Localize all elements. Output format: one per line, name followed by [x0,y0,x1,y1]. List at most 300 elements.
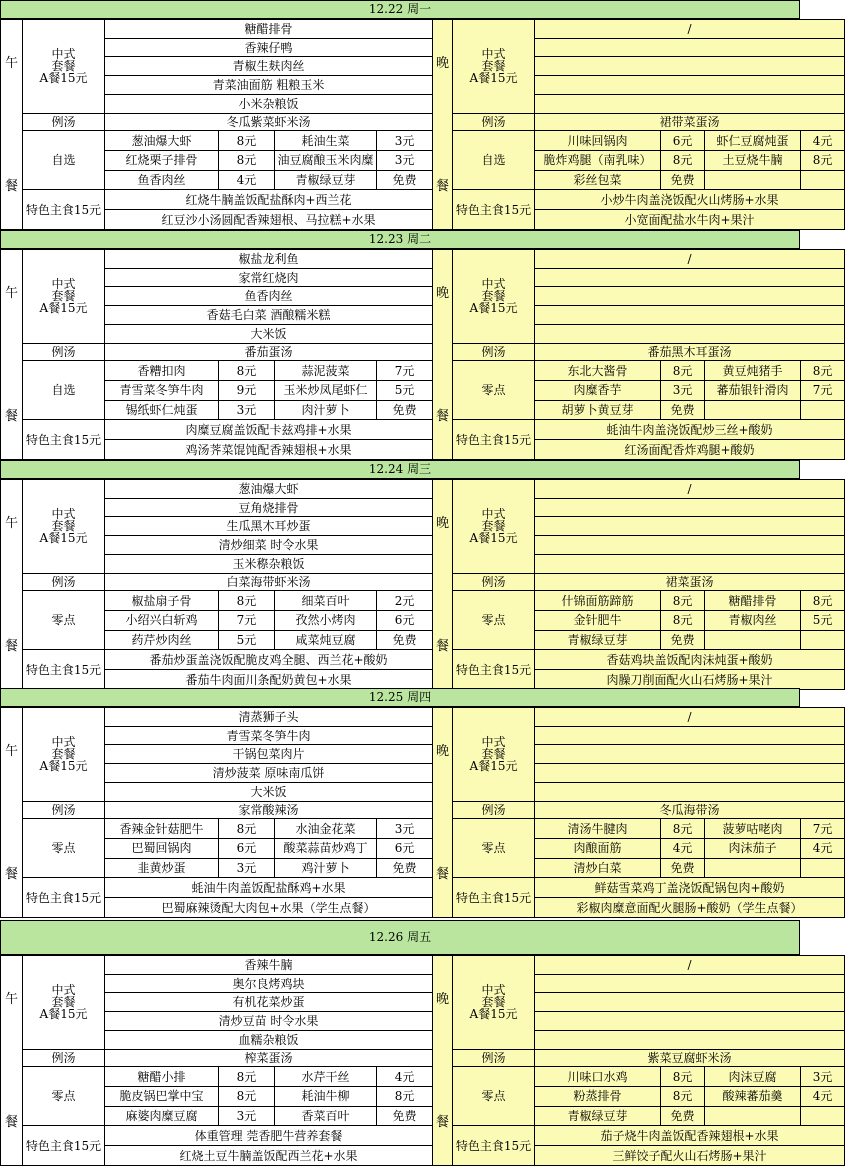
lunch-dish-name: 香菜百叶 [275,1106,377,1126]
dinner-dish-price: 8元 [661,1086,705,1106]
set-label-line: 套餐 [481,289,506,304]
lunch-special-item: 蚝油牛肉盖饭配盐酥鸡+水果 [105,878,433,898]
dinner-set-item: / [535,250,845,269]
dinner-set-item [535,324,845,343]
dinner-dish-name [705,400,801,420]
dinner-alacarte-label: 零点 [453,591,535,650]
lunch-label-char-1: 午 [4,285,18,301]
lunch-dish-name: 鱼香肉丝 [105,170,219,190]
lunch-set-item: 青椒生麸肉丝 [105,57,433,76]
dinner-soup: 裙菜蛋汤 [535,573,845,591]
day-header: 12.25 周四 [0,688,800,707]
dinner-set-item [535,57,845,76]
lunch-dish-name: 红烧栗子排骨 [105,150,219,170]
set-label-line: 套餐 [481,995,506,1010]
dinner-dish-name: 粉蒸排骨 [535,1086,661,1106]
dinner-special-item: 蚝油牛肉盖浇饭配炒三丝+酸奶 [535,420,845,440]
lunch-alacarte-label: 零点 [23,591,105,650]
dinner-dish-name: 川味口水鸡 [535,1067,661,1087]
lunch-dish-name: 蒜泥菠菜 [275,361,377,381]
dinner-dish-name [705,630,801,650]
lunch-dish-price: 6元 [377,838,433,858]
dinner-dish-price: 3元 [801,1067,845,1087]
set-label-line: 中式 [51,507,76,522]
dinner-dish-price [801,1106,845,1126]
lunch-dish-price: 免费 [377,400,433,420]
dinner-dish-price: 8元 [801,591,845,611]
lunch-set-item: 清炒豆苗 时令水果 [105,1012,433,1031]
dinner-dish-price: 8元 [661,150,705,170]
lunch-dish-name: 麻婆肉糜豆腐 [105,1106,219,1126]
lunch-dish-name: 香辣金针菇肥牛 [105,819,219,839]
dinner-dish-name: 肉沫豆腐 [705,1067,801,1087]
dinner-set-item: / [535,956,845,975]
lunch-soup-label: 例汤 [23,573,105,591]
dinner-set-item [535,726,845,745]
dinner-dish-price: 7元 [801,380,845,400]
lunch-set-label [23,480,105,574]
lunch-special-label: 特色主食15元 [23,190,105,230]
set-label-line: 套餐 [51,519,76,534]
dinner-dish-price: 5元 [801,610,845,630]
dinner-dish-name: 青椒绿豆芽 [535,1106,661,1126]
dinner-set-item [535,536,845,555]
lunch-dish-name: 锡纸虾仁炖蛋 [105,400,219,420]
set-label-line: A餐15元 [39,1007,88,1022]
dinner-soup-label: 例汤 [453,113,535,131]
lunch-set-item: 血糯杂粮饭 [105,1030,433,1049]
dinner-dish-price: 8元 [801,361,845,381]
lunch-dish-price: 8元 [377,1086,433,1106]
lunch-soup: 榨菜蛋汤 [105,1049,433,1067]
dinner-soup: 番茄黑木耳蛋汤 [535,343,845,361]
lunch-meal-label [1,250,23,460]
lunch-dish-name: 水芹干丝 [275,1067,377,1087]
dinner-dish-price [801,858,845,878]
lunch-set-item: 清蒸狮子头 [105,708,433,727]
dinner-dish-price: 免费 [661,1106,705,1126]
lunch-soup: 家常酸辣汤 [105,801,433,819]
lunch-dish-name: 巴蜀回锅肉 [105,838,219,858]
dinner-dish-name: 什锦面筋蹄筋 [535,591,661,611]
lunch-dish-name: 青雪菜冬笋牛肉 [105,380,219,400]
lunch-dish-name: 鸡汁萝卜 [275,858,377,878]
lunch-special-item: 红豆沙小汤圆配香辣翅根、马拉糕+水果 [105,210,433,230]
lunch-set-item: 香菇毛白菜 酒酿糯米糕 [105,306,433,325]
set-label-line: A餐15元 [469,531,518,546]
lunch-alacarte-label: 自选 [23,361,105,420]
dinner-dish-price: 8元 [661,610,705,630]
lunch-set-item: 干锅包菜肉片 [105,745,433,764]
dinner-soup: 裙带菜蛋汤 [535,113,845,131]
lunch-alacarte-label: 零点 [23,819,105,878]
dinner-set-item: / [535,480,845,499]
dinner-alacarte-label: 自选 [453,131,535,190]
set-label-line: 套餐 [51,59,76,74]
dinner-special-label: 特色主食15元 [453,190,535,230]
lunch-set-item: 小米杂粮饭 [105,94,433,113]
dinner-label-char-2: 餐 [436,866,450,882]
dinner-meal-label [433,708,453,918]
lunch-special-item: 巴蜀麻辣烫配大肉包+水果（学生点餐） [105,898,433,918]
dinner-dish-price: 免费 [661,630,705,650]
dinner-set-label [453,956,535,1050]
lunch-special-label: 特色主食15元 [23,650,105,690]
dinner-dish-price [801,170,845,190]
lunch-dish-price: 8元 [219,819,275,839]
lunch-dish-name: 耗油生菜 [275,131,377,151]
lunch-dish-name: 椒盐扇子骨 [105,591,219,611]
day-header: 12.22 周一 [0,0,800,19]
dinner-dish-name: 黄豆炖猪手 [705,361,801,381]
set-label-line: 套餐 [51,995,76,1010]
dinner-special-label: 特色主食15元 [453,878,535,918]
lunch-set-item: 大米饭 [105,324,433,343]
lunch-dish-name: 孜然小烤肉 [275,610,377,630]
lunch-dish-price: 8元 [219,361,275,381]
lunch-set-item: 玉米穄杂粮饭 [105,554,433,573]
dinner-set-item [535,268,845,287]
lunch-dish-name: 油豆腐酿玉米肉糜 [275,150,377,170]
dinner-special-item: 香菇鸡块盖饭配肉沫炖蛋+酸奶 [535,650,845,670]
dinner-label-char-1: 晚 [436,743,450,759]
set-label-line: 中式 [481,277,506,292]
dinner-set-item [535,287,845,306]
dinner-dish-price: 4元 [801,1086,845,1106]
lunch-dish-price: 5元 [219,630,275,650]
set-label-line: 中式 [481,47,506,62]
lunch-set-item: 清炒菠菜 原味南瓜饼 [105,764,433,783]
set-label-line: 套餐 [51,289,76,304]
lunch-dish-price: 免费 [377,858,433,878]
dinner-label-char-2: 餐 [436,178,450,194]
dinner-soup: 冬瓜海带汤 [535,801,845,819]
dinner-set-item [535,974,845,993]
lunch-special-item: 红烧牛腩盖饭配盐酥肉+西兰花 [105,190,433,210]
lunch-dish-name: 香糟扣肉 [105,361,219,381]
lunch-set-item: 椒盐龙利鱼 [105,250,433,269]
lunch-dish-name: 药芹炒肉丝 [105,630,219,650]
dinner-label-char-1: 晚 [436,55,450,71]
dinner-dish-price: 4元 [801,838,845,858]
set-label-line: 中式 [481,507,506,522]
dinner-label-char-1: 晚 [436,285,450,301]
lunch-dish-name: 青椒绿豆芽 [275,170,377,190]
dinner-set-item: / [535,708,845,727]
dinner-label-char-2: 餐 [436,1114,450,1130]
dinner-meal-label [433,250,453,460]
set-label-line: A餐15元 [469,71,518,86]
lunch-dish-price: 4元 [377,1067,433,1087]
set-label-line: 中式 [51,983,76,998]
lunch-label-char-1: 午 [4,55,18,71]
lunch-label-char-2: 餐 [4,408,18,424]
dinner-set-label [453,480,535,574]
lunch-dish-price: 8元 [219,1067,275,1087]
lunch-set-item: 大米饭 [105,782,433,801]
dinner-set-item [535,993,845,1012]
lunch-dish-name: 韭黄炒蛋 [105,858,219,878]
dinner-dish-name: 彩丝包菜 [535,170,661,190]
lunch-set-item: 葱油爆大虾 [105,480,433,499]
day-header: 12.23 周二 [0,230,800,249]
lunch-set-item: 清炒细菜 时令水果 [105,536,433,555]
dinner-special-label: 特色主食15元 [453,1126,535,1166]
dinner-dish-name: 菠萝咕咾肉 [705,819,801,839]
lunch-dish-name: 肉汁萝卜 [275,400,377,420]
dinner-label-char-2: 餐 [436,408,450,424]
dinner-dish-name: 肉糜香芋 [535,380,661,400]
dinner-special-item: 鲜菇雪菜鸡丁盖浇饭配锅包肉+酸奶 [535,878,845,898]
lunch-dish-price: 6元 [219,838,275,858]
dinner-label-char-1: 晚 [436,991,450,1007]
lunch-dish-price: 免费 [377,630,433,650]
dinner-dish-name: 酸辣蕃茄羹 [705,1086,801,1106]
dinner-dish-name: 土豆烧牛腩 [705,150,801,170]
dinner-set-label [453,250,535,344]
dinner-dish-price: 8元 [661,361,705,381]
day-menu-table [0,707,845,918]
lunch-special-item: 鸡汤荠菜馄饨配香辣翅根+水果 [105,440,433,460]
dinner-special-item: 肉臊刀削面配火山石烤肠+果汁 [535,670,845,690]
lunch-set-item: 青雪菜冬笋牛肉 [105,726,433,745]
lunch-dish-name: 咸菜炖豆腐 [275,630,377,650]
set-label-line: 套餐 [51,747,76,762]
set-label-line: A餐15元 [39,301,88,316]
dinner-dish-price: 免费 [661,400,705,420]
dinner-dish-name: 青椒肉丝 [705,610,801,630]
lunch-alacarte-label: 零点 [23,1067,105,1126]
lunch-soup-label: 例汤 [23,801,105,819]
lunch-label-char-2: 餐 [4,638,18,654]
lunch-dish-price: 6元 [377,610,433,630]
set-label-line: A餐15元 [469,759,518,774]
dinner-dish-name [705,1106,801,1126]
lunch-dish-name: 糖醋小排 [105,1067,219,1087]
lunch-special-item: 红烧土豆牛腩盖饭配西兰花+水果 [105,1146,433,1166]
dinner-dish-name: 糖醋排骨 [705,591,801,611]
lunch-soup: 冬瓜紫菜虾米汤 [105,113,433,131]
lunch-set-item: 糖醋排骨 [105,20,433,39]
dinner-dish-name: 青椒绿豆芽 [535,630,661,650]
dinner-dish-price: 6元 [661,131,705,151]
dinner-dish-price: 4元 [661,838,705,858]
lunch-set-item: 豆角烧排骨 [105,498,433,517]
lunch-dish-price: 7元 [219,610,275,630]
set-label-line: A餐15元 [39,71,88,86]
lunch-dish-price: 8元 [219,591,275,611]
dinner-soup: 紫菜豆腐虾米汤 [535,1049,845,1067]
dinner-dish-price: 8元 [661,819,705,839]
lunch-label-char-2: 餐 [4,866,18,882]
lunch-soup-label: 例汤 [23,343,105,361]
lunch-label-char-1: 午 [4,515,18,531]
lunch-meal-label [1,480,23,690]
lunch-set-item: 生瓜黑木耳炒蛋 [105,517,433,536]
dinner-soup-label: 例汤 [453,801,535,819]
dinner-dish-name: 清炒白菜 [535,858,661,878]
dinner-dish-price [801,400,845,420]
lunch-dish-name: 小绍兴白斩鸡 [105,610,219,630]
dinner-special-label: 特色主食15元 [453,420,535,460]
dinner-meal-label [433,956,453,1166]
lunch-dish-name: 细菜百叶 [275,591,377,611]
lunch-dish-price: 3元 [377,150,433,170]
dinner-set-item [535,76,845,95]
dinner-set-item: / [535,20,845,39]
dinner-label-char-2: 餐 [436,638,450,654]
dinner-set-label [453,708,535,802]
lunch-dish-name: 玉米炒凤尾虾仁 [275,380,377,400]
lunch-meal-label [1,956,23,1166]
dinner-special-label: 特色主食15元 [453,650,535,690]
dinner-set-label [453,20,535,114]
dinner-set-item [535,94,845,113]
lunch-dish-price: 3元 [377,819,433,839]
dinner-dish-name: 清汤牛腱肉 [535,819,661,839]
lunch-dish-price: 8元 [219,131,275,151]
lunch-dish-price: 8元 [219,1086,275,1106]
lunch-dish-name: 水油金花菜 [275,819,377,839]
dinner-special-item: 小炒牛肉盖浇饭配火山烤肠+水果 [535,190,845,210]
lunch-dish-price: 免费 [377,170,433,190]
lunch-set-label [23,956,105,1050]
dinner-soup-label: 例汤 [453,1049,535,1067]
set-label-line: A餐15元 [39,759,88,774]
dinner-dish-price: 8元 [661,1067,705,1087]
dinner-soup-label: 例汤 [453,343,535,361]
dinner-set-item [535,1030,845,1049]
dinner-set-item [535,498,845,517]
lunch-set-label [23,708,105,802]
dinner-dish-name [705,858,801,878]
set-label-line: 中式 [481,983,506,998]
day-menu-table [0,479,845,690]
lunch-special-item: 番茄牛肉面川条配奶黄包+水果 [105,670,433,690]
lunch-dish-price: 7元 [377,361,433,381]
dinner-alacarte-label: 零点 [453,819,535,878]
lunch-dish-price: 3元 [219,1106,275,1126]
set-label-line: 中式 [51,735,76,750]
dinner-dish-name: 虾仁豆腐炖蛋 [705,131,801,151]
dinner-alacarte-label: 零点 [453,1067,535,1126]
lunch-dish-price: 3元 [377,131,433,151]
set-label-line: 套餐 [481,59,506,74]
lunch-set-label [23,250,105,344]
lunch-set-item: 香辣仔鸭 [105,38,433,57]
lunch-dish-price: 4元 [219,170,275,190]
lunch-meal-label [1,708,23,918]
dinner-dish-name: 肉酿面筋 [535,838,661,858]
dinner-dish-name: 蕃茄银针滑肉 [705,380,801,400]
dinner-label-char-1: 晚 [436,515,450,531]
dinner-dish-name: 川味回锅肉 [535,131,661,151]
lunch-set-item: 有机花菜炒蛋 [105,993,433,1012]
dinner-dish-name: 东北大酱骨 [535,361,661,381]
lunch-dish-name: 酸菜蒜苗炒鸡丁 [275,838,377,858]
lunch-label-char-1: 午 [4,991,18,1007]
day-menu-table [0,19,845,230]
dinner-dish-price: 8元 [801,150,845,170]
lunch-special-item: 番茄炒蛋盖浇饭配脆皮鸡全腿、西兰花+酸奶 [105,650,433,670]
lunch-label-char-2: 餐 [4,178,18,194]
dinner-set-item [535,1012,845,1031]
dinner-set-item [535,554,845,573]
dinner-meal-label [433,20,453,230]
lunch-special-label: 特色主食15元 [23,420,105,460]
dinner-dish-name: 脆炸鸡腿（南乳味） [535,150,661,170]
lunch-special-item: 体重管理 莞香肥牛营养套餐 [105,1126,433,1146]
dinner-dish-name: 肉沫茄子 [705,838,801,858]
dinner-dish-name: 胡萝卜黄豆芽 [535,400,661,420]
dinner-meal-label [433,480,453,690]
dinner-alacarte-label: 零点 [453,361,535,420]
lunch-soup-label: 例汤 [23,1049,105,1067]
dinner-dish-name [705,170,801,190]
dinner-special-item: 小宽面配盐水牛肉+果汁 [535,210,845,230]
lunch-dish-price: 免费 [377,1106,433,1126]
lunch-label-char-2: 餐 [4,1114,18,1130]
dinner-dish-price: 3元 [661,380,705,400]
lunch-dish-name: 脆皮锅巴掌中宝 [105,1086,219,1106]
lunch-dish-price: 5元 [377,380,433,400]
set-label-line: A餐15元 [469,1007,518,1022]
lunch-soup: 番茄蛋汤 [105,343,433,361]
set-label-line: A餐15元 [469,301,518,316]
dinner-dish-price: 免费 [661,858,705,878]
set-label-line: A餐15元 [39,531,88,546]
lunch-dish-name: 耗油牛柳 [275,1086,377,1106]
set-label-line: 中式 [481,735,506,750]
dinner-set-item [535,38,845,57]
dinner-special-item: 三鲜饺子配火山石烤肠+果汁 [535,1146,845,1166]
dinner-soup-label: 例汤 [453,573,535,591]
lunch-set-item: 香辣牛腩 [105,956,433,975]
lunch-label-char-1: 午 [4,743,18,759]
day-menu-table [0,955,845,1166]
lunch-dish-price: 8元 [219,150,275,170]
lunch-dish-price: 9元 [219,380,275,400]
lunch-dish-name: 葱油爆大虾 [105,131,219,151]
lunch-meal-label [1,20,23,230]
set-label-line: 中式 [51,277,76,292]
dinner-set-item [535,306,845,325]
lunch-set-label [23,20,105,114]
lunch-special-label: 特色主食15元 [23,1126,105,1166]
dinner-set-item [535,517,845,536]
dinner-special-item: 红汤面配香炸鸡腿+酸奶 [535,440,845,460]
lunch-alacarte-label: 自选 [23,131,105,190]
day-header: 12.24 周三 [0,460,800,479]
lunch-special-label: 特色主食15元 [23,878,105,918]
lunch-set-item: 鱼香肉丝 [105,287,433,306]
lunch-set-item: 奥尔良烤鸡块 [105,974,433,993]
lunch-soup-label: 例汤 [23,113,105,131]
dinner-special-item: 茄子烧牛肉盖饭配香辣翅根+水果 [535,1126,845,1146]
dinner-special-item: 彩椒肉糜意面配火腿肠+酸奶（学生点餐） [535,898,845,918]
dinner-dish-price: 4元 [801,131,845,151]
lunch-dish-price: 3元 [219,400,275,420]
dinner-set-item [535,745,845,764]
set-label-line: 中式 [51,47,76,62]
dinner-dish-name: 金针肥牛 [535,610,661,630]
day-header: 12.26 周五 [0,920,800,955]
lunch-dish-price: 3元 [219,858,275,878]
set-label-line: 套餐 [481,747,506,762]
lunch-soup: 白菜海带虾米汤 [105,573,433,591]
lunch-special-item: 肉糜豆腐盖饭配卡兹鸡排+水果 [105,420,433,440]
lunch-dish-price: 2元 [377,591,433,611]
